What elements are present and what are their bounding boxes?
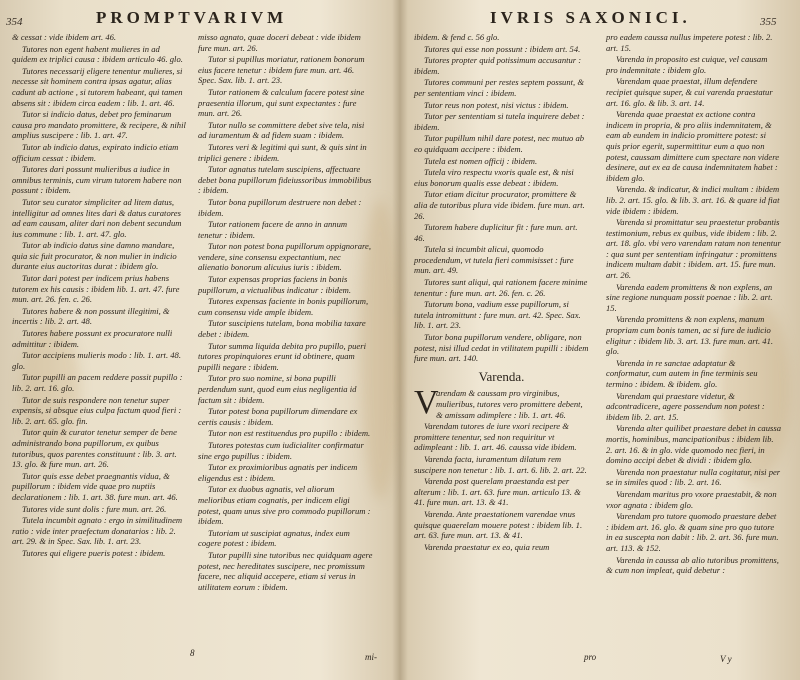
index-entry: Tutores habere & non possunt illegitimi, & incertis : lib. 2. art. 48.: [12, 305, 170, 327]
index-entry: Tutor ab indicio datus, expirato indicio etiam officium cessat : ibidem.: [12, 141, 179, 163]
index-entry: Tutor pro suo nomine, si bona pupilli perdendum sunt, quod eum eius negligentia id factum sit : ibidem.: [198, 373, 357, 405]
index-entry: Varenda non praestatur nulla cogitatur, nisi per se in similes quod : lib. 2. art. 16.: [606, 466, 781, 488]
index-entry: Varenda promittens & non explens, manum propriam cum bonis tamen, ac si fure de iudicio eligitur : ibidem lib. 3. art. 13. fure mun. art. 41. glo.: [606, 314, 774, 357]
index-entry: Tutor etiam dicitur procurator, promittere & alia de tutoribus plura vide ibidem. fure mun. art. 26.: [414, 189, 585, 221]
index-entry: Varenda in proposito est cuique, vel causam pro indemnitate : ibidem glo.: [606, 54, 768, 75]
index-entry: ibidem. & fend c. 56 glo.: [414, 32, 500, 42]
index-entry: Tutores necessarij eligere tenentur mulieres, si necesse sit hominem contra ipsas agatur, alias cadunt ab actione , si tutorem habeant, qui tamen absens sit : ibidem circa eadem : lib. 1. art. 46.: [12, 65, 183, 108]
index-entry: Tutor reus non potest, nisi victus : ibidem.: [424, 99, 569, 110]
index-entry: Tutor potest bona pupillorum dimendare ex certis causis : ibidem.: [198, 406, 358, 427]
index-entry: Varendam tutores de iure vxori recipere & promittere tenentur, sed non requiritur vt adimpleant : lib. 1. art. 46. caussa vide ibidem.: [414, 421, 577, 453]
section-heading: Varenda.: [478, 368, 525, 384]
index-entry: Tutor suscipiens tutelam, bona mobilia taxare debet : ibidem.: [198, 318, 366, 340]
index-column: [198, 32, 373, 593]
index-entry: Tutela incumbit agnato : ergo in similitudinem ratio : vide inter praefectum donatarios : lib. 2. art. 29. & in Spec. Sax. lib. 1. art. 23.: [12, 515, 183, 547]
index-entry: Tutor per sententiam si tutela inquirere debet : ibidem.: [414, 111, 585, 132]
index-entry: Tutor non est restituendus pro pupillo : ibidem.: [208, 428, 371, 439]
index-column: [606, 32, 781, 577]
index-entry: Tutor ex duobus agnatis, vel aliorum melioribus etiam cognatis, per indicem eligi potest, quam unus sive pro commodo pupillorum : ibidem.: [198, 484, 371, 527]
catchword: 8: [190, 648, 195, 658]
index-entry: Tutores sunt aliqui, qui rationem facere minime tenentur : fure mun. art. 26. fen. c. 26.: [414, 277, 588, 298]
index-entry: Tutores propter quid potissimum accusantur : ibidem.: [414, 55, 582, 76]
index-entry: Varenda si promittatur seu praestetur probantis testimonium, rebus ex quibus, vide ibidem : lib. 2. art. 18. glo. vbi vero varendam ratam non tenentur : qua sunt per sententiam infringatur : promittens indicem multam dabit : ibidem. art. 15. fure mun. art. 26.: [606, 217, 781, 281]
index-entry: Varenda eadem promittens & non explens, an sine regione nunquam possit poenae : lib. 2. art. 15.: [606, 281, 773, 313]
index-entry: Varendam pro tutore quomodo praestare debet : ibidem art. 16. glo. & quam sine pro quo tutore in ea suscepta non dabit : lib. 2. art. 36. fure mun. art. 113. & 152.: [606, 511, 779, 553]
index-entry: Tutores habere possunt ex procuratore nulli admittitur : ibidem.: [12, 328, 173, 349]
index-entry-text: arendam & caussam pro virginibus, mulieribus, tutores vero promittere debent, & amissam adimplere : lib. 1. art. 46.: [436, 388, 583, 420]
index-entry: Tutor ex proximioribus agnatis per indicem eligendus est : ibidem.: [198, 462, 358, 483]
index-entry: Tutor summa liquida debita pro pupillo, pueri tutores propinquiores erunt id obtinere, quam pupilli negare : ibidem.: [198, 340, 366, 372]
catchword: mi-: [365, 652, 377, 662]
index-entry: Tutor nullo se committere debet sive tela, nisi ad iuramentum & ad fidem suam : ibidem.: [198, 119, 365, 141]
index-entry: Varenda facta, iuramentum dilatum rem suscipere non tenetur : lib. 1. art. 6. lib. 2. art. 22.: [414, 453, 587, 475]
index-entry: Tutor pupillum nihil dare potest, nec mutuo ab eo quidquam accipere : ibidem.: [414, 133, 585, 154]
index-entry: Varendam maritus pro vxore praestabit, & non vxor agnata : ibidem glo.: [606, 488, 777, 510]
index-entry: Tutela si incumbit alicui, quomodo procedendum, vt tutela fieri commisisset : fure mun. art. 49.: [414, 244, 574, 276]
index-entry: Tutor quin & curator tenetur semper de bene administrando bona pupillorum, ex quibus tutoribus, quos parentes constituunt : lib. 3. art. 13. glo. & fure mun. art. 26.: [12, 427, 177, 470]
index-entry: Tutores non egent habent mulieres in ad quidem ex triplici causa : ibidem articulo 46. glo.: [12, 43, 183, 65]
index-column: [12, 32, 187, 560]
index-entry: misso agnato, quae doceri debeat : vide ibidem fure mun. art. 26.: [198, 32, 361, 53]
right-page: [400, 0, 800, 680]
index-entry: Tutela est nomen officij : ibidem.: [424, 155, 538, 166]
index-entry: Tutorum bona, vadium esse pupillorum, si tutela intromittunt : fure mun. art. 42. Spec. Sax. lib. 1. art. 23.: [414, 299, 581, 331]
index-entry: Tutorem habere duplicitur fit : fure mun. art. 46.: [414, 222, 578, 243]
index-entry: Tutores vide sunt dolis : fure mun. art. 26.: [22, 503, 167, 514]
index-entry: Varenda. Ante praestationem varendae vnus quisque quaerelam mouere potest : ibidem lib. 1. art. 63. fure mun. art. 13. & 41.: [414, 508, 583, 541]
index-entry: Tutor bona pupillorum destruere non debet : ibidem.: [198, 196, 362, 218]
index-entry: Tutela viro respectu vxoris quale est, & nisi eius bonorum qualis esse debeat : ibidem.: [414, 167, 574, 188]
index-entry: Varenda alter quilibet praestare debet in caussa mortis, hominibus, mancipationibus : ibidem lib. 2. art. 16. & in glo. vide quomodo nec fieri, in domino accipi debet & dividi : ibidem glo.: [606, 423, 782, 466]
index-entry: Tutores potestas cum iudicialiter confirmatur sine ergo pupillus : ibidem.: [198, 439, 364, 461]
index-entry: Tutores qui eligere pueris potest : ibidem.: [22, 547, 166, 558]
page-number: 354: [6, 16, 23, 28]
index-entry: Tutores expensas faciente in bonis pupillorum, cum consensu vide ample ibidem.: [198, 296, 369, 317]
index-entry: pro eadem caussa nullus impetere potest : lib. 2. art. 15.: [606, 32, 773, 53]
index-entry: [414, 384, 589, 422]
index-entry: Tutor dari potest per indicem prius habens tutorem ex his causis : ibidem lib. 1. art. 47. fure mun. art. 26. fen. c. 26.: [12, 273, 180, 305]
page-number: 355: [760, 16, 777, 28]
running-head: IVRIS SAXONICI.: [490, 8, 691, 27]
index-entry: Tutor agnatus tutelam suscipiens, affectuare debet bona pupillorum fideiussoribus immobilibus : ibidem.: [198, 164, 372, 196]
index-entry: Tutor ab indicio datus sine damno mandare, quia sic fuit procurator, & non mulier in indicio durante eius auctoritas durat : ibidem glo.: [12, 240, 177, 272]
index-entry: Tutor seu curator simpliciter ad litem datus, intelligitur ad omnes lites dari & datus curatores ad eam causam, aliter dari non debent secundum ius commune : lib. 1. art. 47. glo.: [12, 196, 182, 239]
index-entry: Varendam quae praestat, illum defendere recipiet quisque super, & cui varenda praestatur art. 16. glo. & lib. 3. art. 14.: [606, 76, 773, 108]
index-entry: Varenda. & indicatur, & indici multam : ibidem lib. 2. art. 15. glo. & lib. 3. art. 16. & quare id fiat vide ibidem : ibidem.: [606, 184, 780, 216]
index-entry: Varenda post querelam praestanda est per alterum : lib. 1. art. 63. fure mun. articulo 13. & 41. fure mun. art. 13. & 41.: [414, 476, 581, 508]
index-entry: Varenda in re sanctae adaptatur & conformatur, cum autem in fine terminis seu termino : ibidem. & ibidem. glo.: [606, 357, 758, 389]
index-entry: Tutor accipiens mulieris modo : lib. 1. art. 48. glo.: [12, 350, 181, 371]
running-head: PROMPTVARIVM: [96, 8, 288, 27]
index-entry: Tutoriam ut suscipiat agnatus, index eum cogere potest : ibidem.: [198, 527, 350, 549]
index-entry: Tutor de suis respondere non tenetur super expensis, si absque eius culpa factum quod fieri : lib. 2. art. 65. glo. fin.: [12, 394, 182, 426]
index-entry: Tutor pupilli an pacem reddere possit pupillo : lib. 2. art. 16. glo.: [12, 372, 183, 393]
index-entry: Tutor expensas proprias faciens in bonis pupillorum, a victualibus indicatur : ibidem.: [198, 274, 352, 295]
index-entry: Tutor bona pupillorum vendere, obligare, non potest, nisi illud cedat in vtilitatem pupilli : ibidem fure mun. art. 140.: [414, 332, 589, 364]
index-entry: Tutor quis esse debet praegnantis vidua, & pupillorum : ibidem vide quae pro nuptiis declarationem : lib. 1. art. 38. fure mun. art. 46.: [12, 470, 178, 502]
index-entry: Tutores dari possunt mulieribus a iudice in omnibus terminis, cum virum tutorem habere non possunt : ibidem.: [12, 164, 182, 196]
index-entry: Tutores communi per restes septem possunt, & per sententiam vinci : ibidem.: [414, 77, 585, 98]
index-entry: Varenda in caussa ab alio tutoribus promittens, & cum non impleat, quid debetur :: [606, 554, 779, 576]
index-entry: Varenda quae praestat ex actione contra indicem in propria, & pro aliis indemnitatem, & eam ab eundem in indicio promittere potest: si quis prior egerit, supermittitur eum a quo non potest, caussam dimittere cum spectare non videre desinere, aut ex ea de causa indemnitatem habet : ibidem glo.: [606, 109, 780, 183]
catchword: pro: [584, 652, 597, 662]
index-entry: Tutores veri & legitimi qui sunt, & quis sint in triplici genere : ibidem.: [198, 141, 367, 163]
index-column: [414, 32, 589, 553]
drop-cap: V: [414, 384, 439, 422]
index-entry: Tutor non potest bona pupillorum oppignorare, vendere, sine consensu expectantium, nec alienatio bonorum alicuius iuris : ibidem.: [198, 241, 371, 273]
index-entry: Tutor si pupillus moriatur, rationem bonorum eius facere tenetur : ibidem fure mun. art. 46. Spec. Sax. lib. 1. art. 23.: [198, 54, 365, 86]
signature-mark: V y: [720, 654, 732, 664]
index-entry: Tutor rationem facere de anno in annum tenetur : ibidem.: [198, 219, 348, 240]
index-entry: Tutores qui esse non possunt : ibidem art. 54.: [424, 43, 581, 54]
index-entry: Tutor rationem & calculum facere potest sine praesentia illorum, qui sunt expectantes : fure mun. art. 26.: [198, 86, 365, 119]
index-entry: Varenda praestatur ex eo, quia reum: [424, 541, 550, 552]
index-entry: & cessat : vide ibidem art. 46.: [12, 32, 117, 42]
index-entry: Tutor si indicio datus, debet pro feminarum causa pro mandato promittere, & recipere, & nihil amplius suscipere : lib. 1. art. 47.: [12, 109, 186, 141]
index-entry: Varendam qui praestare videtur, & adcontradicere, agere possendum non potest : ibidem lib. 2. art. 15.: [606, 390, 765, 422]
index-entry: Tutor pupilli sine tutoribus nec quidquam agere potest, nec hereditates suscipere, nec promissum facere, nec aliquid accepere, etiam si verus in utilitatem eorum : ibidem.: [198, 549, 373, 592]
